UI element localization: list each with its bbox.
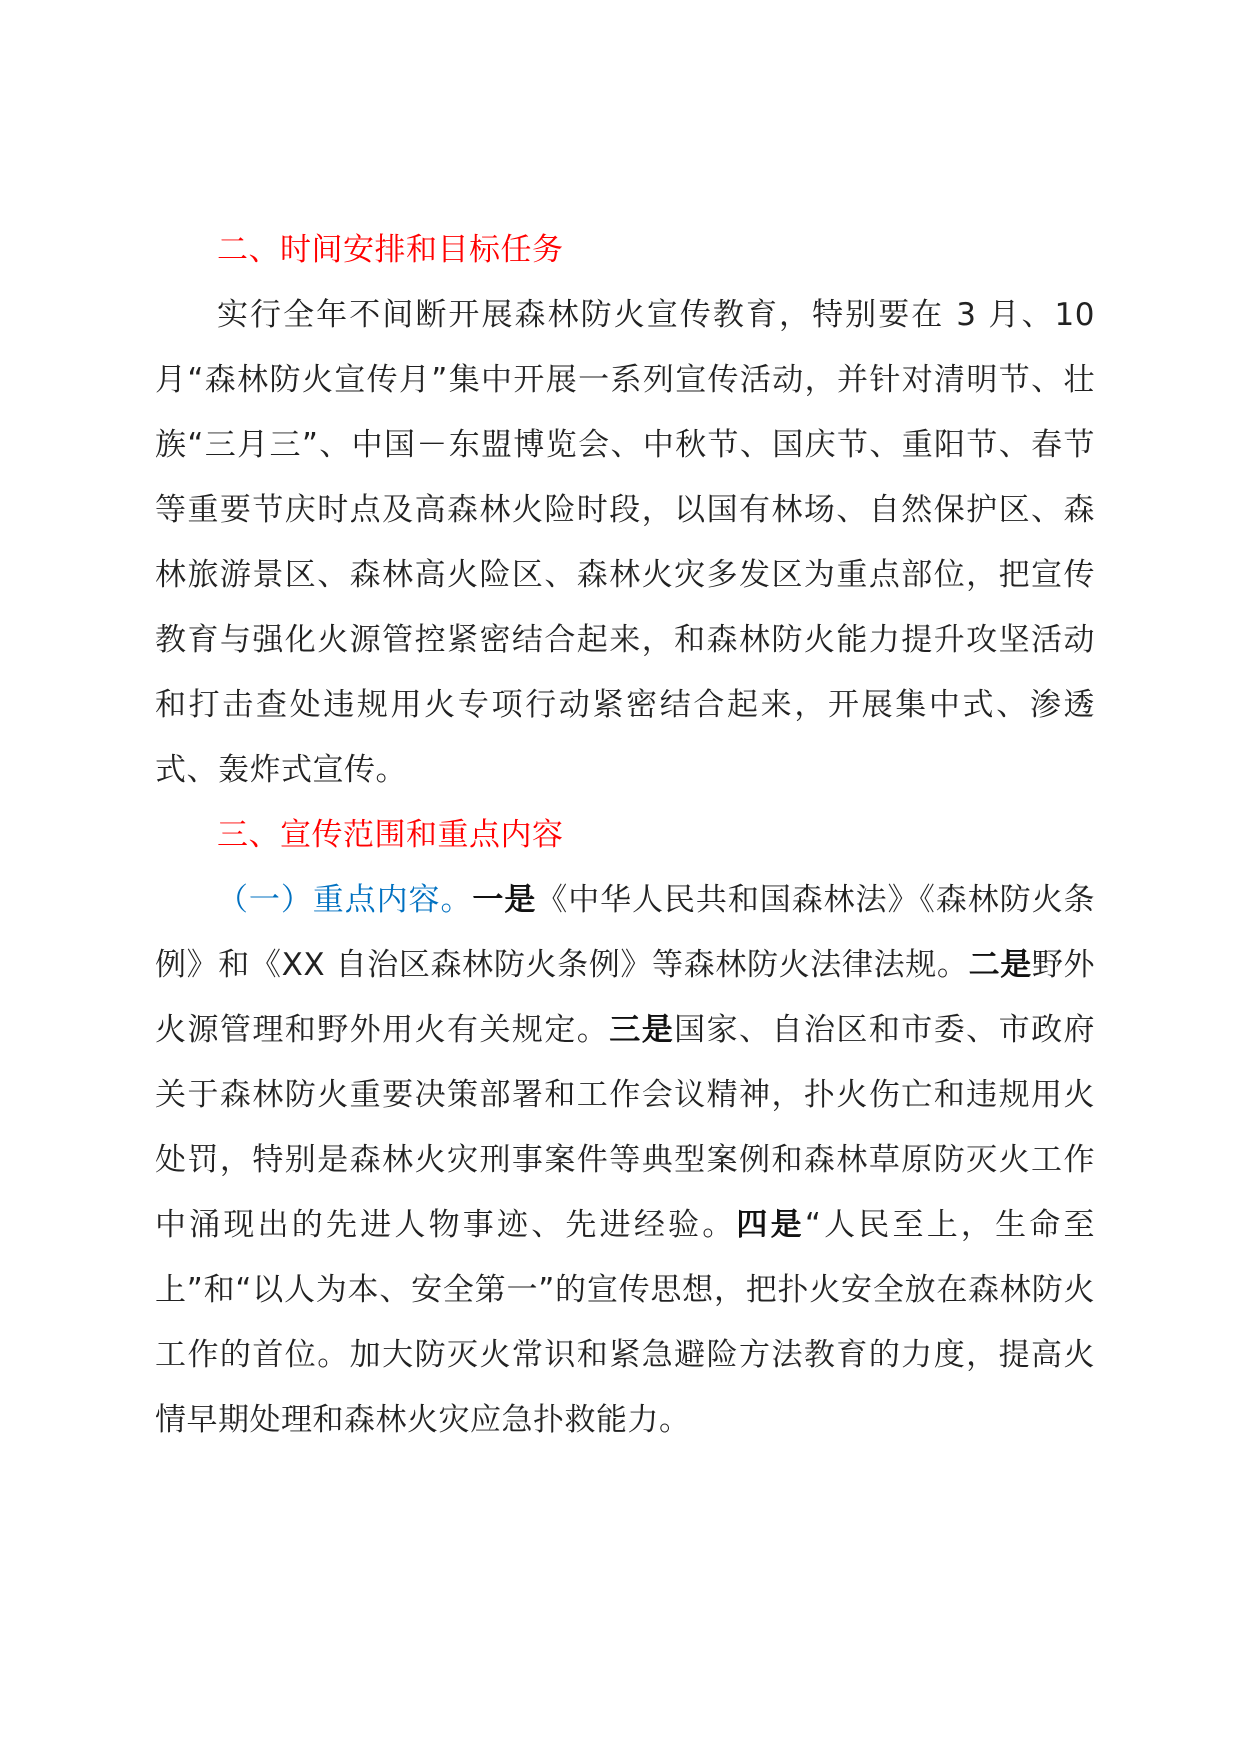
document-content: [155, 218, 1095, 1453]
section-2-body: 实行全年不间断开展森林防火宣传教育，特别要在 3 月、10 月“森林防火宣传月”集中开展一系列宣传活动，并针对清明节、壮族“三月三”、中国－东盟博览会、中秋节、国庆节、重阳节、春节等重要节庆时点及高森林火险时段，以国有林场、自然保护区、森林旅游景区、森林高火险区、森林火灾多发区为重点部位，把宣传教育与强化火源管控紧密结合起来，和森林防火能力提升攻坚活动和打击查处违规用火专项行动紧密结合起来，开展集中式、渗透式、轰炸式宣传。: [155, 297, 1095, 788]
point-3-label: 三是: [609, 1012, 675, 1048]
point-1-label: 一是: [472, 882, 537, 918]
point-3-text: 国家、自治区和市委、市政府关于森林防火重要决策部署和工作会议精神，扑火伤亡和违规用火处罚，特别是森林火灾刑事案件等典型案例和森林草原防灭火工作中涌现出的先进人物事迹、先进经验。: [155, 1012, 1096, 1243]
point-4-text: “人民至上，生命至上”和“以人为本、安全第一”的宣传思想，把扑火安全放在森林防火工作的首位。加大防灭火常识和紧急避险方法教育的力度，提高火情早期处理和森林火灾应急扑救能力。: [155, 1207, 1095, 1438]
point-1-text: 《中华人民共和国森林法》《森林防火条例》和《XX 自治区森林防火条例》等森林防火法律法规。: [155, 882, 1096, 983]
point-2-text: 野外火源管理和野外用火有关规定。: [155, 947, 1096, 1048]
point-2-label: 二是: [968, 947, 1032, 983]
section-3-heading: 三、宣传范围和重点内容: [217, 817, 564, 853]
section-3-body: [155, 868, 1095, 1453]
sub-heading-key-content: （一）重点内容。: [217, 882, 473, 918]
section-2-heading: 二、时间安排和目标任务: [217, 232, 564, 268]
point-4-label: 四是: [736, 1207, 805, 1243]
